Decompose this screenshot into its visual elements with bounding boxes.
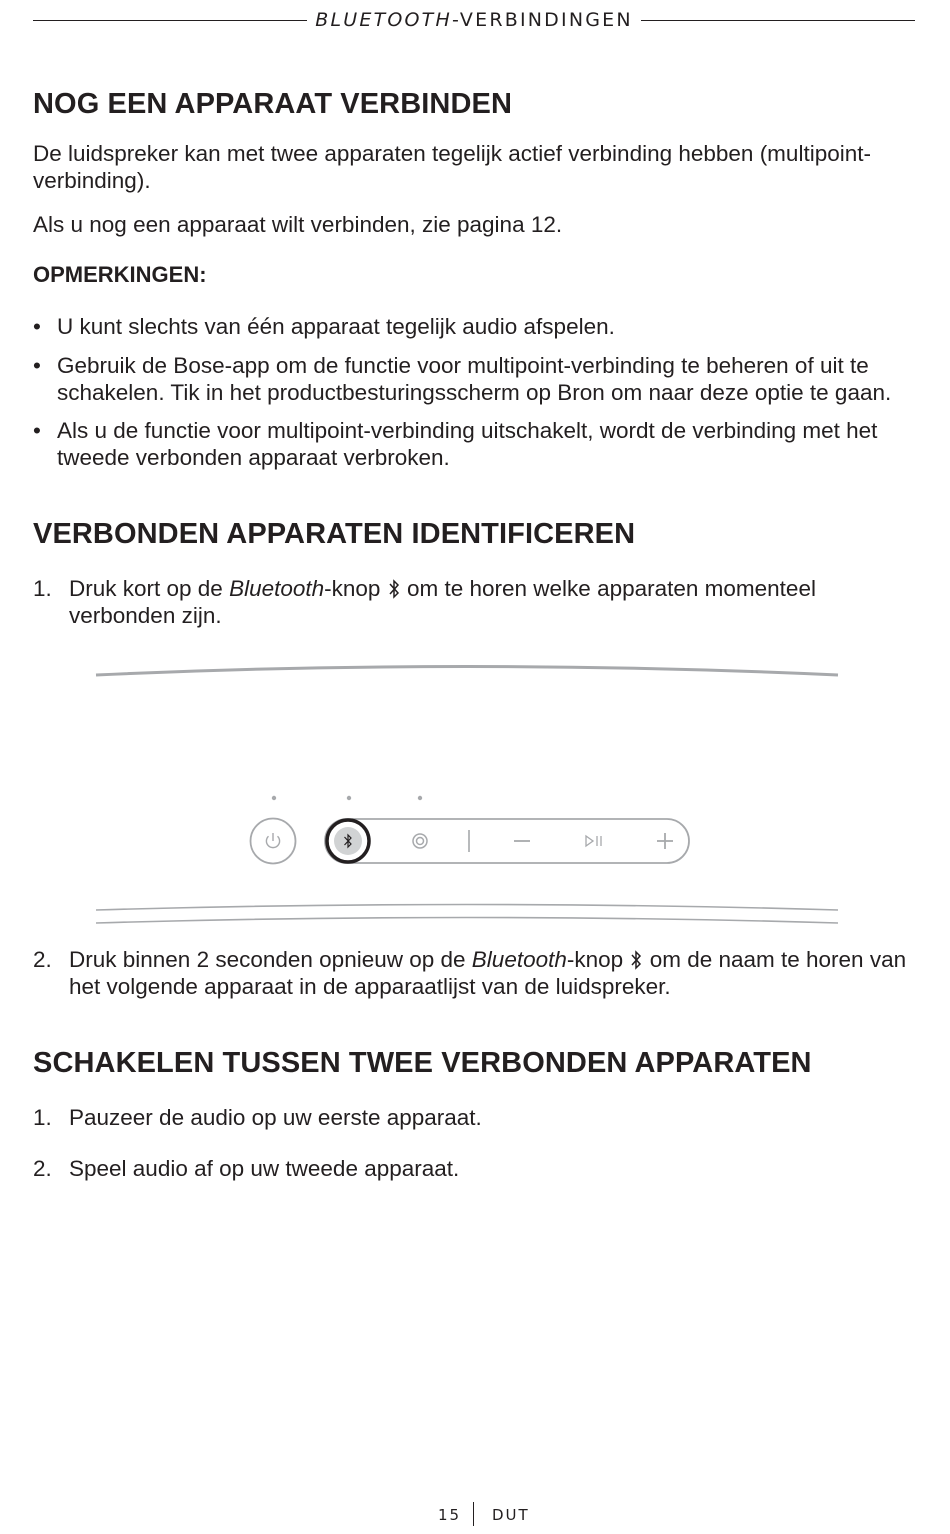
step-number: 1. [33, 576, 52, 601]
header-title-rest: -VERBINDINGEN [451, 9, 633, 31]
bullet-marker: • [33, 353, 41, 378]
step-number: 2. [33, 947, 52, 972]
step-text-part: om de naam te horen van het volgende apparaat in de apparaatlijst van de luidspreker. [69, 947, 907, 999]
speaker-controls-illustration [0, 650, 950, 940]
step-text-part: Druk binnen 2 seconden opnieuw op de [69, 947, 472, 972]
bullet-text: Als u de functie voor multipoint-verbinding uitschakelt, wordt de verbinding met het tweede verbonden apparaat verbroken. [57, 418, 878, 470]
paragraph-see-page: Als u nog een apparaat wilt verbinden, zie pagina 12. [33, 212, 563, 237]
bluetooth-icon [629, 950, 643, 970]
play-pause-icon [586, 836, 601, 846]
numbered-step [33, 575, 913, 629]
volume-up-icon [657, 833, 673, 849]
step-number: 2. [33, 1156, 52, 1181]
multifunction-icon [413, 834, 427, 848]
numbered-step [33, 1155, 913, 1182]
numbered-step [33, 946, 913, 1000]
list-item [33, 314, 913, 341]
speaker-bottom-edge-2 [96, 918, 838, 924]
speaker-bottom-edge [96, 905, 838, 911]
footer-separator [473, 1502, 474, 1526]
bullet-marker: • [33, 314, 41, 339]
indicator-light [418, 796, 422, 800]
list-item [33, 353, 913, 406]
step-text-part: Druk kort op de [69, 576, 230, 601]
section-heading-switch-devices: SCHAKELEN TUSSEN TWEE VERBONDEN APPARATEN [33, 1047, 812, 1079]
page-number: 15 [438, 1506, 462, 1524]
header-rule-right [641, 20, 915, 21]
numbered-step [33, 1104, 913, 1131]
power-icon [251, 819, 296, 864]
indicator-light [347, 796, 351, 800]
indicator-light [272, 796, 276, 800]
step-text-italic: Bluetooth [229, 576, 325, 601]
page-footer [0, 1500, 950, 1530]
header-rule-left [33, 20, 307, 21]
bullet-text: Gebruik de Bose-app om de functie voor multipoint-verbinding te beheren of uit te schakelen. Tik in het productbesturingsscherm op Bron om naar deze optie te gaan. [57, 353, 892, 405]
header-title-italic: BLUETOOTH [315, 9, 452, 31]
section-heading-identify-devices: VERBONDEN APPARATEN IDENTIFICEREN [33, 518, 636, 550]
list-item [33, 418, 913, 471]
section-heading-connect-another: NOG EEN APPARAAT VERBINDEN [33, 88, 512, 120]
step-text [69, 946, 913, 1000]
step-text: Speel audio af op uw tweede apparaat. [69, 1156, 460, 1181]
paragraph-multipoint-intro: De luidspreker kan met twee apparaten tegelijk actief verbinding hebben (multipoint-verbinding). [33, 141, 871, 193]
language-code: DUT [492, 1506, 530, 1524]
step-text-part: om te horen welke apparaten momenteel verbonden zijn. [69, 576, 816, 628]
step-text: Pauzeer de audio op uw eerste apparaat. [69, 1105, 482, 1130]
speaker-top-edge [96, 667, 838, 676]
step-text-part: -knop [566, 947, 624, 972]
running-header [33, 8, 915, 32]
step-text [69, 575, 913, 629]
bullet-text: U kunt slechts van één apparaat tegelijk audio afspelen. [57, 314, 615, 339]
step-text-part: -knop [324, 576, 381, 601]
bluetooth-icon [327, 820, 369, 862]
bluetooth-icon [387, 579, 401, 599]
step-number: 1. [33, 1105, 52, 1130]
notes-heading: OPMERKINGEN: [33, 262, 207, 287]
step-text-italic: Bluetooth [471, 947, 567, 972]
control-bar [325, 819, 689, 863]
header-title [307, 9, 641, 31]
bullet-marker: • [33, 418, 41, 443]
